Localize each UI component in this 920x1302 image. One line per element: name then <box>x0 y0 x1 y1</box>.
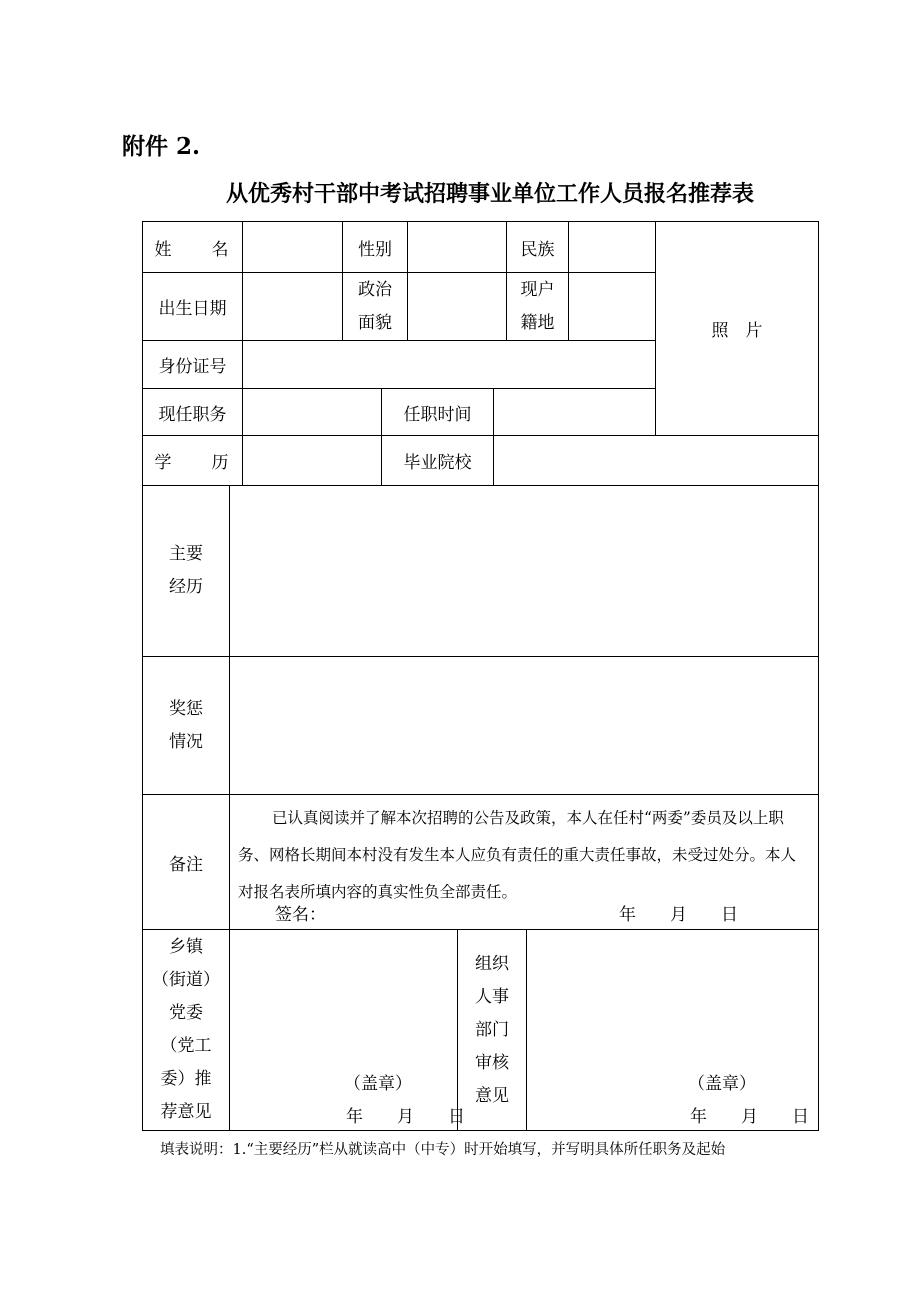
position-label: 现任职务 <box>142 388 242 435</box>
education-field[interactable] <box>242 435 381 485</box>
ethnicity-field[interactable] <box>568 221 655 272</box>
school-field[interactable] <box>493 435 818 485</box>
name-label: 姓 名 <box>142 221 242 272</box>
org-line: 组织 <box>475 953 509 974</box>
org-date: 年 月 日 <box>690 1107 809 1127</box>
position-field[interactable] <box>242 388 381 435</box>
experience-label <box>142 485 229 656</box>
household-label <box>506 272 568 340</box>
rewards-label <box>142 656 229 794</box>
rewards-label-line2: 情况 <box>169 731 203 752</box>
township-line: （党工 <box>160 1036 212 1056</box>
photo-label: 照 片 <box>711 321 763 341</box>
signature-label: 签名： <box>275 905 326 925</box>
tenure-label: 任职时间 <box>381 388 493 435</box>
gender-label: 性别 <box>342 221 407 272</box>
rewards-field[interactable] <box>229 656 818 794</box>
political-label-line2: 面貌 <box>358 312 392 333</box>
township-line: 党委 <box>169 1003 203 1023</box>
remarks-text: 已认真阅读并了解本次招聘的公告及政策，本人在任村“两委”委员及以上职务、网格长期间本村没有发生本人应负有责任的重大责任事故，未受过处分。本人对报名表所填内容的真实性负全部责任。 <box>238 809 797 901</box>
township-line: 乡镇 <box>169 937 203 957</box>
org-line: 审核 <box>475 1052 509 1073</box>
table-border-right <box>818 221 819 1131</box>
township-date: 年 月 日 <box>346 1107 465 1127</box>
political-field[interactable] <box>407 272 506 340</box>
tenure-field[interactable] <box>493 388 655 435</box>
org-line: 人事 <box>475 986 509 1007</box>
school-label: 毕业院校 <box>381 435 493 485</box>
township-label <box>142 929 229 1130</box>
rewards-label-line1: 奖惩 <box>169 698 203 719</box>
education-label: 学 历 <box>142 435 242 485</box>
household-label-line1: 现户 <box>520 279 555 300</box>
township-line: （街道） <box>152 970 220 990</box>
id-label: 身份证号 <box>142 340 242 388</box>
household-label-line2: 籍地 <box>520 312 555 333</box>
table-border-bottom <box>142 1130 819 1131</box>
signature-date: 年 月 日 <box>619 905 738 925</box>
household-field[interactable] <box>568 272 655 340</box>
political-label-line1: 政治 <box>358 279 392 300</box>
name-field[interactable] <box>242 221 342 272</box>
experience-label-line2: 经历 <box>169 577 203 597</box>
org-seal: （盖章） <box>688 1074 756 1094</box>
township-opinion-field[interactable] <box>229 929 457 1130</box>
township-seal: （盖章） <box>344 1074 412 1094</box>
ethnicity-label: 民族 <box>506 221 568 272</box>
remarks-label: 备注 <box>142 794 229 929</box>
org-label <box>457 929 526 1130</box>
id-field[interactable] <box>242 340 655 388</box>
org-line: 部门 <box>475 1019 509 1040</box>
experience-field[interactable] <box>229 485 818 656</box>
township-line: 荐意见 <box>160 1102 212 1122</box>
township-line: 委）推 <box>160 1069 212 1089</box>
form-title: 从优秀村干部中考试招聘事业单位工作人员报名推荐表 <box>225 181 754 207</box>
political-label <box>342 272 407 340</box>
org-line: 意见 <box>475 1085 509 1106</box>
footnote: 填表说明：1.“主要经历”栏从就读高中（中专）时开始填写，并写明具体所任职务及起始 <box>160 1142 726 1158</box>
org-opinion-field[interactable] <box>526 929 818 1130</box>
gender-field[interactable] <box>407 221 506 272</box>
remarks-declaration <box>238 800 810 911</box>
photo-area[interactable] <box>655 221 818 435</box>
attachment-label: 附件 2. <box>122 133 201 160</box>
birth-field[interactable] <box>242 272 342 340</box>
experience-label-line1: 主要 <box>169 544 203 564</box>
birth-label: 出生日期 <box>142 272 242 340</box>
